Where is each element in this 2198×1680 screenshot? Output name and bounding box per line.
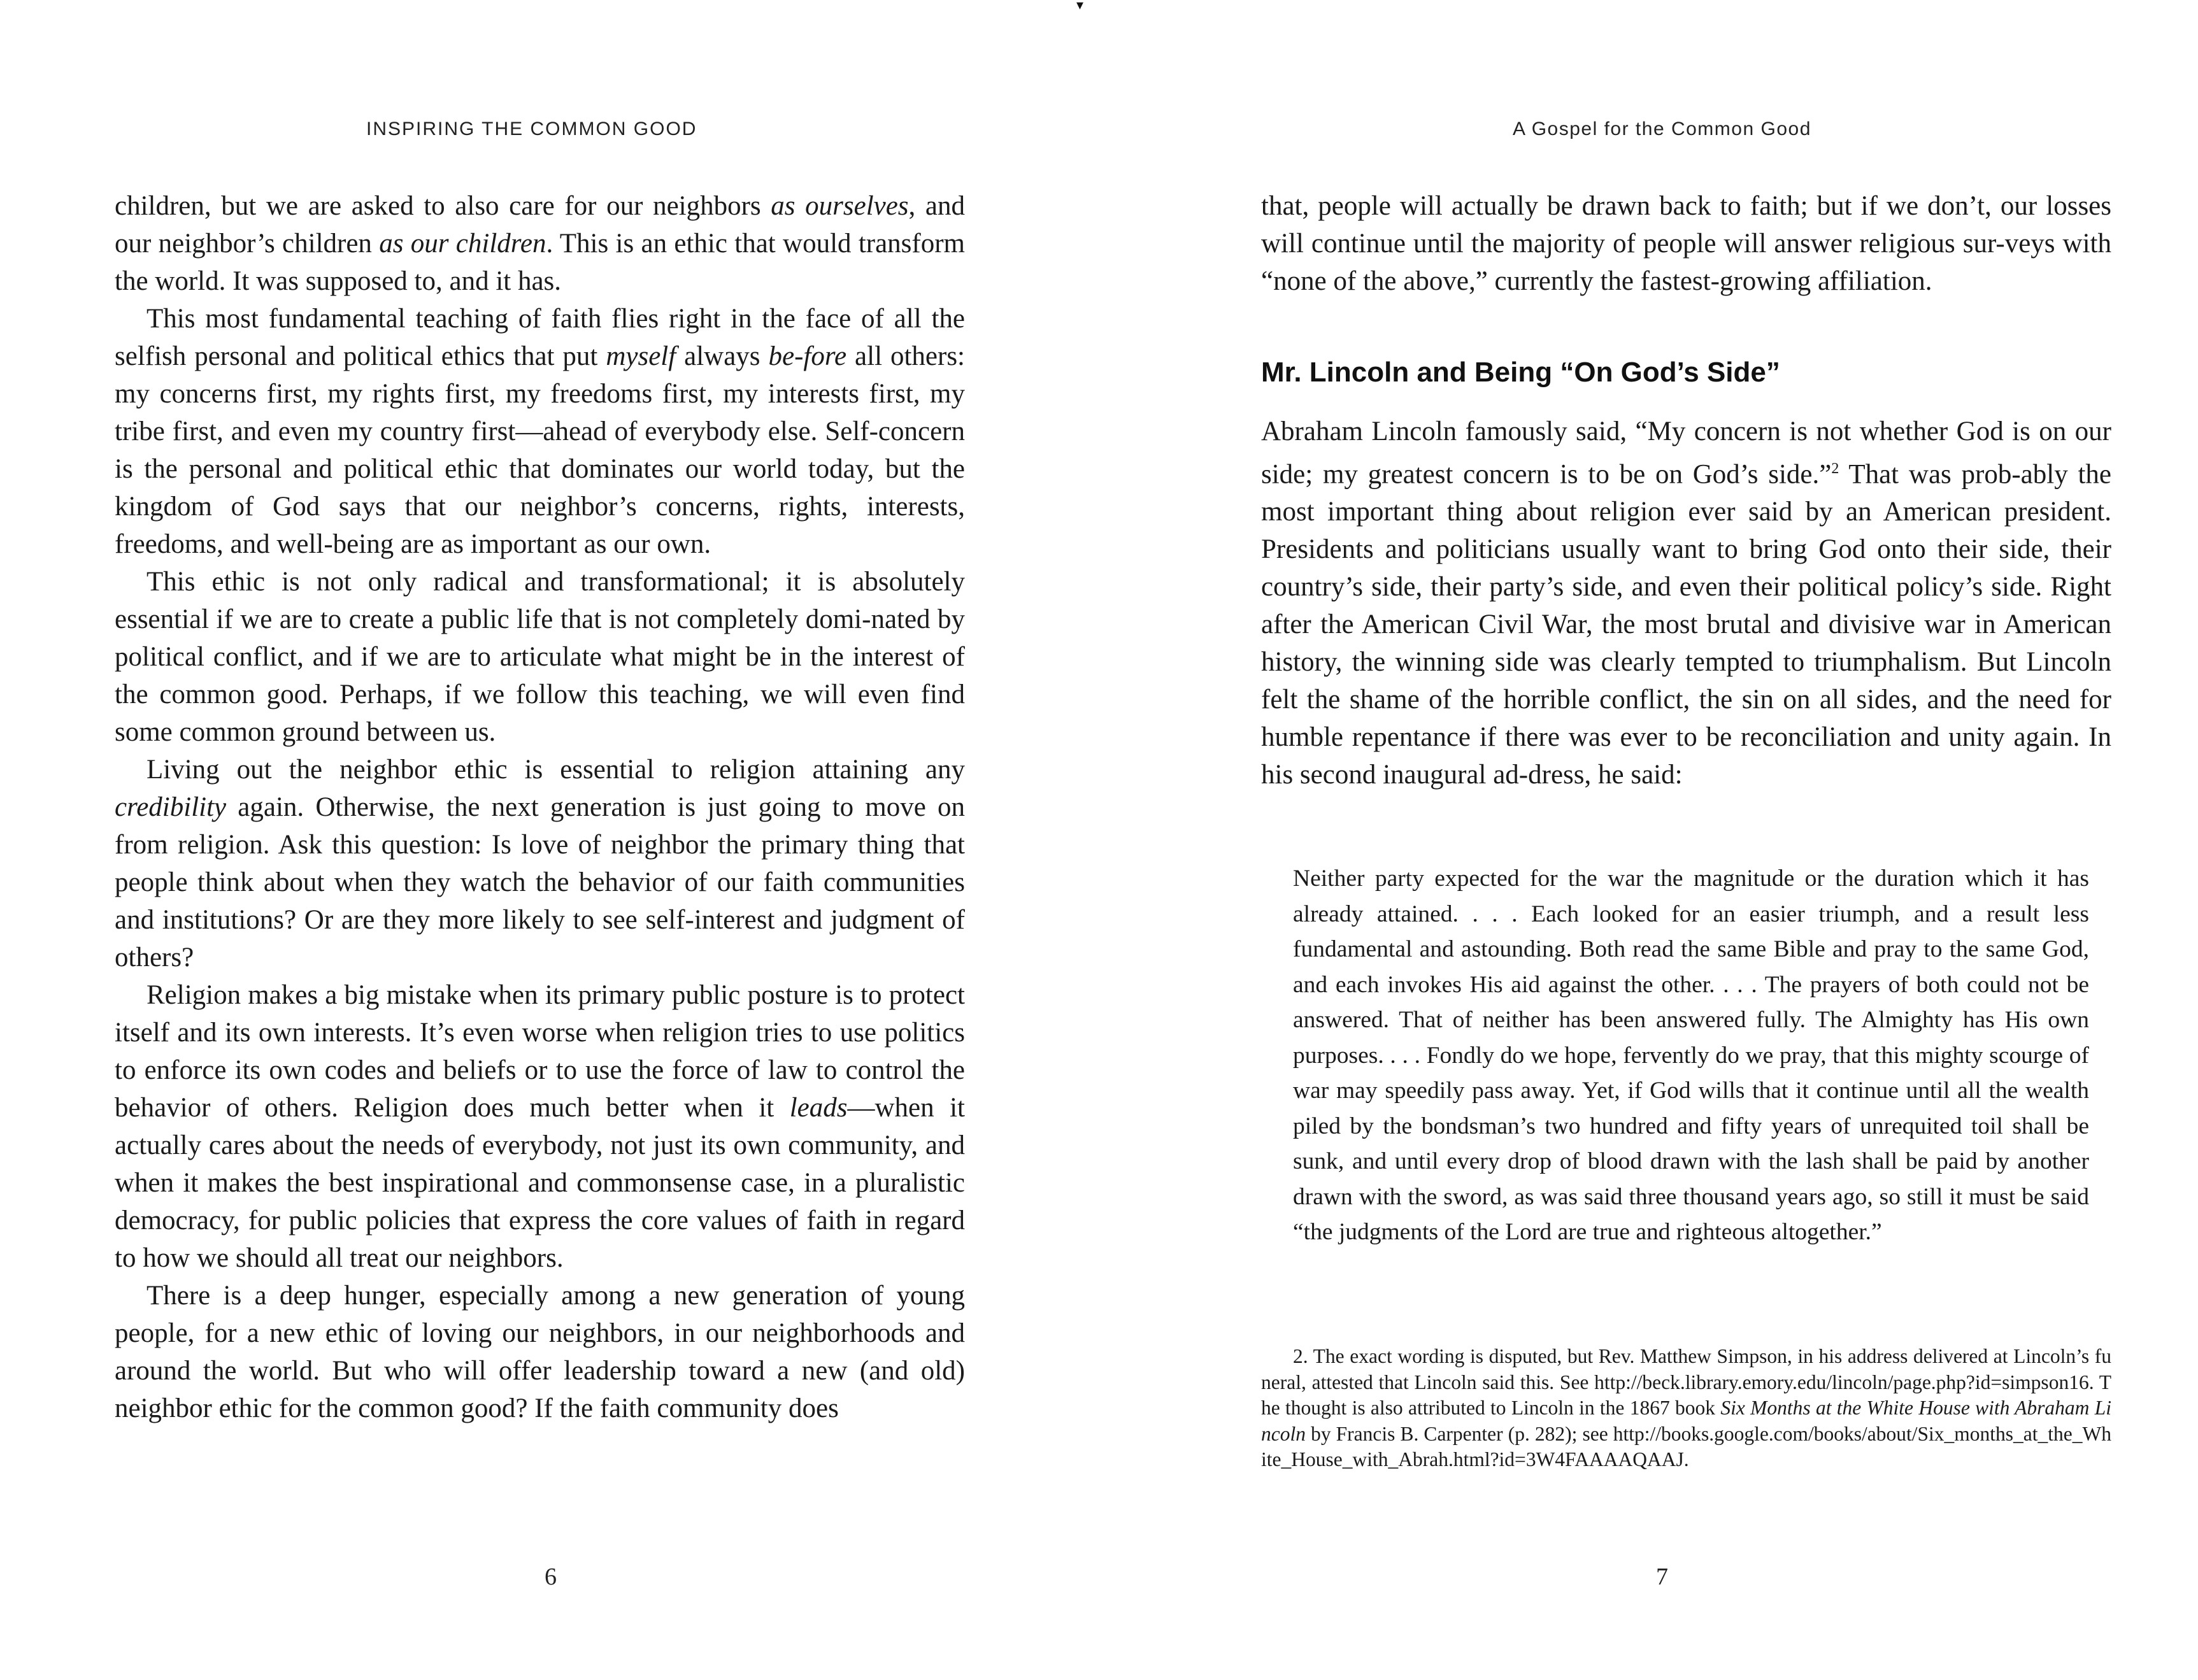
binding-mark-icon: ▾ <box>1076 0 1084 13</box>
italic-text: leads <box>789 1093 848 1123</box>
italic-text: credibility <box>115 792 227 822</box>
left-paragraph <box>115 300 965 563</box>
left-page-number: 6 <box>545 1563 557 1590</box>
lincoln-section-text <box>1261 413 2111 794</box>
right-page-number: 7 <box>1656 1563 1668 1590</box>
footnote-number: 2. <box>1293 1345 1308 1367</box>
footnote-text-a: The exact wording is disputed, but Rev. Matthew Simpson, in his address delivered at Lincoln’s funeral, attested that Lincoln said this. See http://beck.library.emory.edu/lincoln/page.php?id=simpson16. The thought is also attributed to Lincoln in the 1867 book <box>1261 1345 2111 1419</box>
text-run: all others: my concerns first, my rights first, my freedoms first, my interests first, my tribe first, and even my country first—ahead of everybody else. Self-concern is the personal and political ethic that dominates our world today, but the kingdom of God says that our neighbor’s concerns, rights, interests, freedoms, and well-being are as important as our own. <box>115 341 965 559</box>
lincoln-quote-text: Abraham Lincoln famously said, “My concern is not whether God is on our side; my greatest concern is to be on God’s side.” <box>1261 416 2111 490</box>
text-run: . This is an ethic that would transform the world. It was supposed to, and it has. <box>115 229 966 296</box>
left-paragraph <box>115 563 965 751</box>
text-run: This most fundamental teaching of faith flies right in the face of all the selfish personal and political ethics that put <box>115 304 965 371</box>
footnote-book-title: Six Months at the White House with Abraham Lincoln <box>1261 1397 2111 1445</box>
footnote-text <box>1261 1344 2111 1473</box>
left-running-head: INSPIRING THE COMMON GOOD <box>366 118 697 139</box>
text-run: always <box>676 341 769 371</box>
blockquote-text: Neither party expected for the war the magnitude or the duration which it has already attained. . . . Each looked for an easier triumph, and a result less fundamental and astounding. Both read the same Bible and pray to the same God, and each invokes His aid against the other. . . . The prayers of both could not be answered. That of neither has been answered fully. The Almighty has His own purposes. . . . Fondly do we hope, fervently do we pray, that this mighty scourge of war may speedily pass away. Yet, if God wills that it continue until all the wealth piled by the bondsman’s two hundred and fifty years of unrequited toil shall be sunk, and until every drop of blood drawn with the lash shall be paid by another drawn with the sword, as was said three thousand years ago, so still it must be said “the judgments of the Lord are true and righteous altogether.” <box>1293 865 2089 1245</box>
text-run: , and our neighbor’s children <box>115 191 966 259</box>
italic-text: as our children <box>379 229 546 259</box>
right-page <box>1099 0 2198 1680</box>
footnote-reference[interactable]: 2 <box>1831 460 1839 477</box>
text-run: Religion makes a big mistake when its primary public posture is to protect itself and its own interests. It’s even worse when religion tries to use politics to enforce its own codes and beliefs or to use the force of law to control the behavior of others. Religion does much better when it <box>115 980 965 1123</box>
footnote <box>1261 1344 2111 1473</box>
text-run: There is a deep hunger, especially among a new generation of young people, for a new ethic of loving our neighbors, in our neighborhoods and around the world. But who will offer leadership toward a new (and old) neighbor ethic for the common good? If the faith community does <box>115 1281 965 1423</box>
italic-text: as ourselves <box>771 191 909 221</box>
inaugural-address-blockquote <box>1293 861 2089 1250</box>
opening-paragraph: that, people will actually be drawn back to faith; but if we don’t, our losses will continue until the majority of people will answer religious sur-veys with “none of the above,” currently the fastest-growing affiliation. <box>1261 191 2111 296</box>
text-run: again. Otherwise, the next generation is just going to move on from religion. Ask this question: Is love of neighbor the primary thing that people think about when they watch the behavior of our faith communities and institutions? Or are they more likely to see self-interest and judgment of others? <box>115 792 965 972</box>
text-run: Living out the neighbor ethic is essential to religion attaining any <box>146 755 965 785</box>
text-run: —when it actually cares about the needs of everybody, not just its own community, and when it makes the best inspirational and commonsense case, in a pluralistic democracy, for public policies that express the core values of faith in regard to how we should all treat our neighbors. <box>115 1093 965 1273</box>
left-page <box>0 0 1083 1680</box>
italic-text: be-fore <box>768 341 847 371</box>
right-opening-text <box>1261 187 2111 300</box>
right-running-head: A Gospel for the Common Good <box>1513 118 1811 139</box>
section-heading: Mr. Lincoln and Being “On God’s Side” <box>1261 357 1780 388</box>
left-paragraph <box>115 976 965 1277</box>
lincoln-paragraph-continued: That was prob-ably the most important thing about religion ever said by an American president. Presidents and politicians usually want to bring God onto their side, their country’s side, their party’s side, and even their political policy’s side. Right after the American Civil War, the most brutal and divisive war in American history, the winning side was clearly tempted to triumphalism. But Lincoln felt the shame of the horrible conflict, the sin on all sides, and the need for humble repentance if there was ever to be reconciliation and unity again. In his second inaugural ad-dress, he said: <box>1261 459 2111 790</box>
italic-text: myself <box>606 341 676 371</box>
footnote-text-b: by Francis B. Carpenter (p. 282); see http://books.google.com/books/about/Six_months_at_the_White_House_with_Abrah.html?id=3W4FAAAAQAAJ. <box>1261 1422 2111 1470</box>
left-body-text <box>115 187 965 1427</box>
lincoln-paragraph <box>1261 413 2111 794</box>
text-run: This ethic is not only radical and transformational; it is absolutely essential if we are to create a public life that is not completely domi-nated by political conflict, and if we are to articulate what might be in the interest of the common good. Perhaps, if we follow this teaching, we will even find some common ground between us. <box>115 567 965 747</box>
left-paragraph <box>115 187 965 300</box>
text-run: children, but we are asked to also care for our neighbors <box>115 191 771 221</box>
left-paragraph <box>115 1277 965 1427</box>
left-paragraph <box>115 751 965 976</box>
